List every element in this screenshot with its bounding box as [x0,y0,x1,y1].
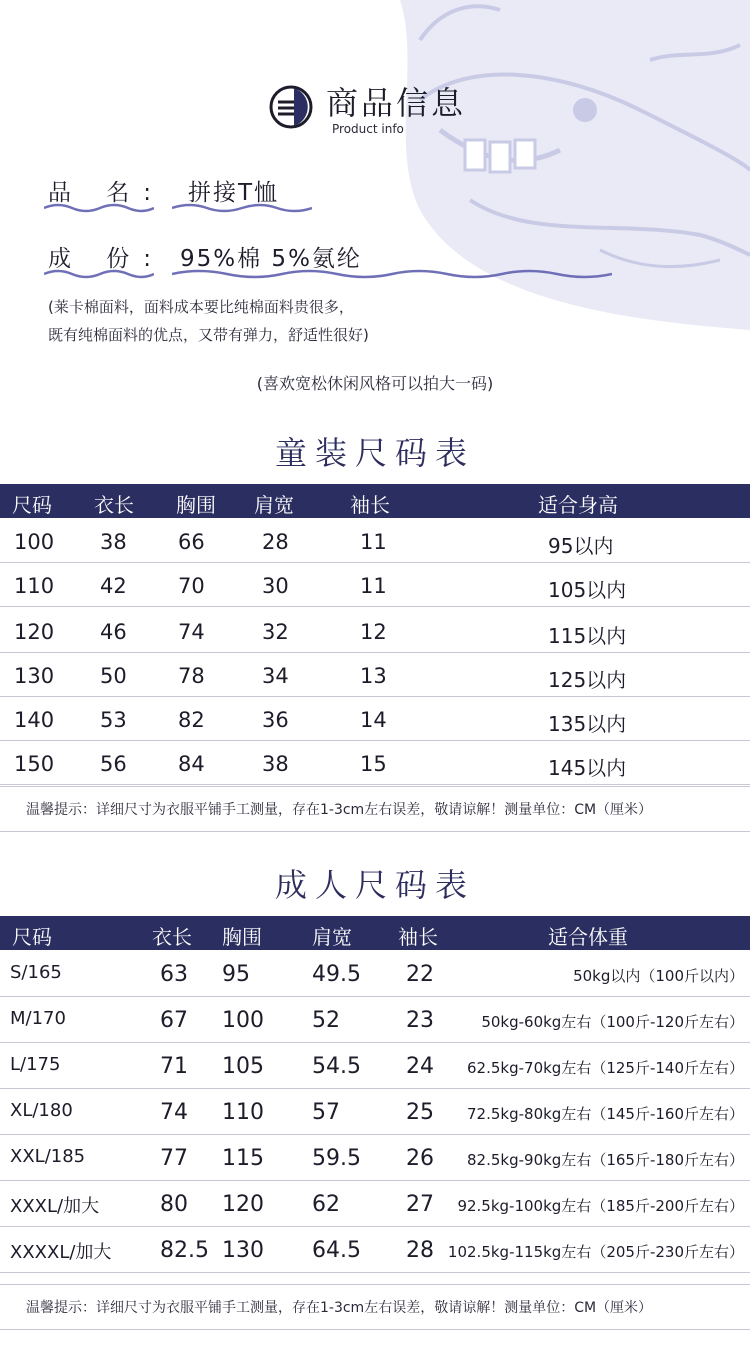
table-cell: 49.5 [312,962,361,987]
table-row [0,1044,750,1088]
table-cell: 11 [360,530,387,554]
table-cell: S/165 [10,962,62,983]
col-header-size: 尺码 [12,493,52,517]
row-divider [0,1272,750,1273]
table-cell: 13 [360,664,387,688]
table-header [0,484,750,518]
material-label: 成 份: [48,246,166,272]
row-divider [0,996,750,997]
table-cell: 22 [406,962,434,987]
table-cell: 77 [160,1146,188,1171]
col-header-size: 尺码 [12,925,52,949]
hanger-icon [268,84,314,130]
col-header-shoulder: 肩宽 [254,493,294,517]
table-row [0,654,750,696]
table-cell: 115以内 [548,624,627,648]
table-cell: 25 [406,1100,434,1125]
col-header-weight: 适合体重 [548,925,628,949]
table-cell: 38 [262,752,289,776]
table-cell: 110 [14,574,55,598]
row-divider [0,1226,750,1227]
col-header-length: 衣长 [152,925,192,949]
table-cell: 66 [178,530,205,554]
table-cell: 67 [160,1008,188,1033]
table-cell: XXXXL/加大 [10,1242,112,1263]
table-cell: 70 [178,574,205,598]
table-footnote [0,1284,750,1330]
kids-size-table [0,484,750,832]
material-note-line2: 既有纯棉面料的优点，又带有弹力，舒适性很好) [48,326,369,344]
table-cell: 57 [312,1100,340,1125]
table-cell: 120 [222,1192,264,1217]
squiggle-underline [172,268,612,280]
table-cell: 27 [406,1192,434,1217]
col-header-height: 适合身高 [538,493,618,517]
table-cell: 23 [406,1008,434,1033]
table-row [0,952,750,996]
adult-size-table [0,916,750,1340]
table-cell: 82 [178,708,205,732]
table-row [0,1182,750,1226]
table-cell: 150 [14,752,55,776]
table-cell: 59.5 [312,1146,361,1171]
squiggle-underline [44,202,154,214]
adult-size-chart-title: 成人尺码表 [274,866,475,904]
col-header-chest: 胸围 [176,493,216,517]
table-cell: 50kg以内（100斤以内） [573,967,744,985]
table-cell: 24 [406,1054,434,1079]
row-divider [0,652,750,653]
table-row [0,1090,750,1134]
material-note-line1: (莱卡棉面料，面料成本要比纯棉面料贵很多， [48,298,354,316]
table-cell: 50 [100,664,127,688]
table-cell: 62.5kg-70kg左右（125斤-140斤左右） [467,1059,744,1077]
table-cell: 84 [178,752,205,776]
section-subtitle: Product info [332,122,404,136]
row-divider [0,562,750,563]
table-row [0,610,750,652]
table-cell: M/170 [10,1008,66,1029]
table-cell: 105以内 [548,578,627,602]
table-cell: L/175 [10,1054,61,1075]
table-row [0,520,750,562]
table-cell: 26 [406,1146,434,1171]
table-cell: XL/180 [10,1100,73,1121]
row-divider [0,740,750,741]
table-cell: 12 [360,620,387,644]
table-cell: 53 [100,708,127,732]
table-cell: 100 [222,1008,264,1033]
whale-illustration [0,0,750,340]
product-name-label: 品 名: [48,180,166,206]
col-header-length: 衣长 [94,493,134,517]
table-cell: 102.5kg-115kg左右（205斤-230斤左右） [447,1243,744,1261]
table-cell: 78 [178,664,205,688]
product-name-value: 拼接T恤 [188,180,280,206]
row-divider [0,696,750,697]
table-cell: 100 [14,530,55,554]
table-cell: 38 [100,530,127,554]
table-row [0,698,750,740]
table-row [0,1228,750,1272]
table-cell: 82.5 [160,1238,209,1263]
col-header-sleeve: 袖长 [398,925,438,949]
table-cell: 15 [360,752,387,776]
table-cell: 30 [262,574,289,598]
kids-size-chart-title: 童装尺码表 [274,434,475,472]
table-cell: 105 [222,1054,264,1079]
table-cell: 36 [262,708,289,732]
row-divider [0,606,750,607]
col-header-sleeve: 袖长 [350,493,390,517]
row-divider [0,784,750,785]
table-cell: 92.5kg-100kg左右（185斤-200斤左右） [457,1197,744,1215]
footnote-text: 温馨提示：详细尺寸为衣服平铺手工测量，存在1-3cm左右误差，敬请谅解！测量单位：CM（厘米） [26,802,653,818]
table-cell: 74 [160,1100,188,1125]
table-cell: 50kg-60kg左右（100斤-120斤左右） [481,1013,744,1031]
table-cell: 52 [312,1008,340,1033]
table-cell: 63 [160,962,188,987]
footnote-text: 温馨提示：详细尺寸为衣服平铺手工测量，存在1-3cm左右误差，敬请谅解！测量单位：CM（厘米） [26,1300,653,1316]
table-cell: XXXL/加大 [10,1196,100,1217]
table-cell: 125以内 [548,668,627,692]
table-cell: 120 [14,620,55,644]
table-cell: 14 [360,708,387,732]
table-cell: 115 [222,1146,264,1171]
table-cell: 32 [262,620,289,644]
section-title: 商品信息 [326,84,467,122]
row-divider [0,1088,750,1089]
squiggle-underline [44,268,154,280]
squiggle-underline [172,202,312,214]
table-cell: 56 [100,752,127,776]
table-cell: 140 [14,708,55,732]
table-cell: 11 [360,574,387,598]
sizing-tip: (喜欢宽松休闲风格可以拍大一码) [256,374,494,393]
material-value: 95%棉 5%氨纶 [180,246,362,272]
table-cell: 72.5kg-80kg左右（145斤-160斤左右） [467,1105,744,1123]
table-cell: 110 [222,1100,264,1125]
table-cell: 54.5 [312,1054,361,1079]
table-cell: 130 [14,664,55,688]
table-cell: 145以内 [548,756,627,780]
table-cell: 130 [222,1238,264,1263]
table-cell: 64.5 [312,1238,361,1263]
table-cell: 28 [406,1238,434,1263]
table-cell: 46 [100,620,127,644]
col-header-chest: 胸围 [222,925,262,949]
table-footnote [0,786,750,832]
table-cell: 80 [160,1192,188,1217]
table-cell: XXL/185 [10,1146,86,1167]
table-row [0,742,750,784]
table-cell: 71 [160,1054,188,1079]
table-cell: 28 [262,530,289,554]
table-row [0,1136,750,1180]
table-header [0,916,750,950]
table-cell: 135以内 [548,712,627,736]
table-cell: 95 [222,962,250,987]
row-divider [0,1042,750,1043]
table-cell: 74 [178,620,205,644]
col-header-shoulder: 肩宽 [312,925,352,949]
row-divider [0,1134,750,1135]
table-cell: 62 [312,1192,340,1217]
table-cell: 82.5kg-90kg左右（165斤-180斤左右） [467,1151,744,1169]
table-cell: 34 [262,664,289,688]
row-divider [0,1180,750,1181]
table-row [0,564,750,606]
table-row [0,998,750,1042]
table-cell: 42 [100,574,127,598]
table-cell: 95以内 [548,534,614,558]
